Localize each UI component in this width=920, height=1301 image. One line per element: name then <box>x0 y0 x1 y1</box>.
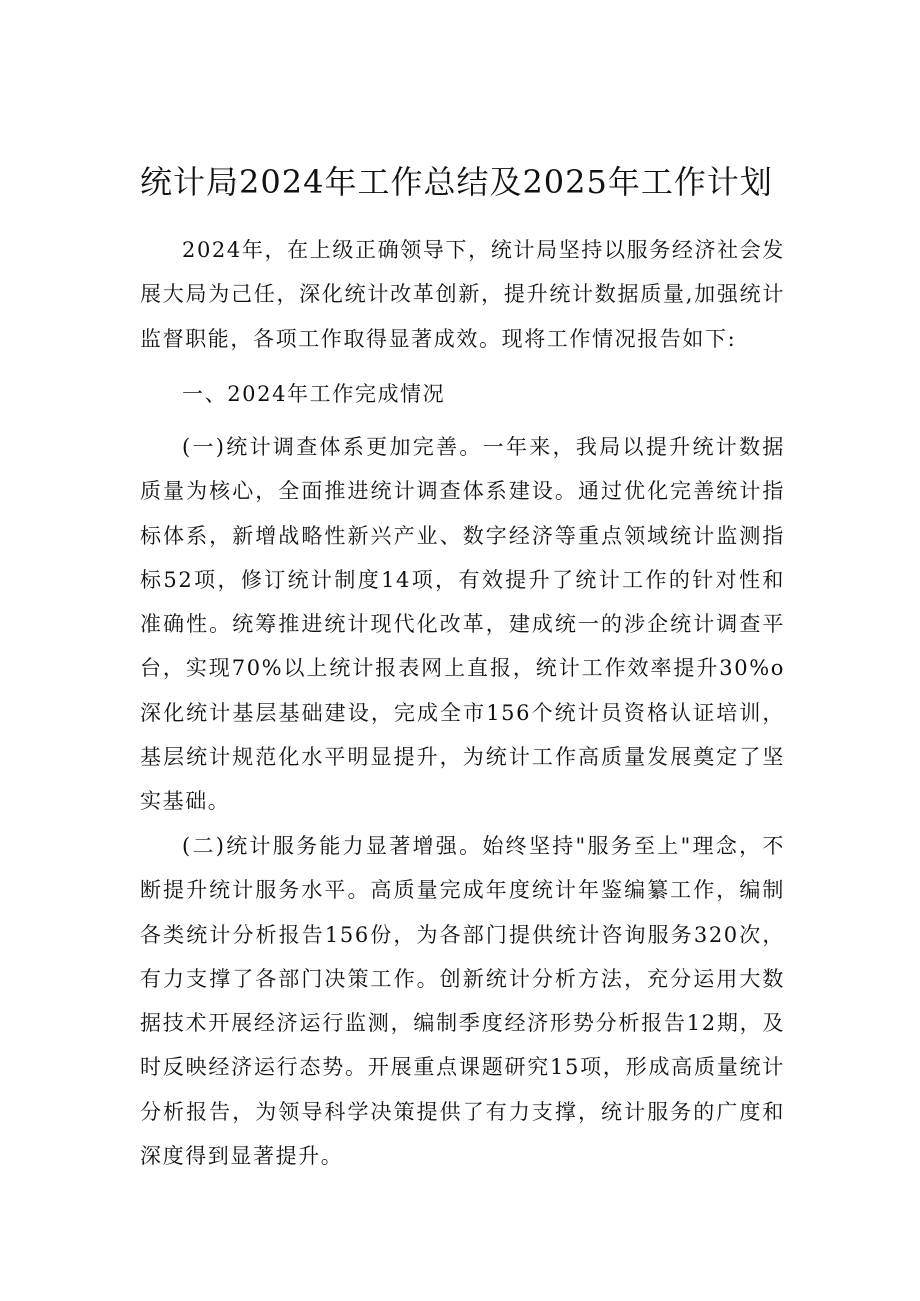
intro-paragraph: 2024年，在上级正确领导下，统计局坚持以服务经济社会发展大局为己任，深化统计改革创新，提升统计数据质量,加强统计监督职能，各项工作取得显著成效。现将工作情况报告如下: <box>140 238 785 351</box>
document-title: 统计局2024年工作总结及2025年工作计划 <box>140 163 773 201</box>
item-paragraph-survey-system: (一)统计调查体系更加完善。一年来，我局以提升统计数据质量为核心，全面推进统计调查体系建设。通过优化完善统计指标体系，新增战略性新兴产业、数字经济等重点领域统计监测指标52项，修订统计制度14项，有效提升了统计工作的针对性和准确性。统筹推进统计现代化改革，建成统一的涉企统计调查平台，实现70%以上统计报表网上直报，统计工作效率提升30%o深化统计基层基础建设，完成全市156个统计员资格认证培训，基层统计规范化水平明显提升，为统计工作高质量发展奠定了坚实基础。 <box>140 435 785 814</box>
item-paragraph-service-capacity: (二)统计服务能力显著增强。始终坚持"服务至上"理念，不断提升统计服务水平。高质量完成年度统计年鉴编纂工作，编制各类统计分析报告156份，为各部门提供统计咨询服务320次，有力支撑了各部门决策工作。创新统计分析方法，充分运用大数据技术开展经济运行监测，编制季度经济形势分析报告12期，及时反映经济运行态势。开展重点课题研究15项，形成高质量统计分析报告，为领导科学决策提供了有力支撑，统计服务的广度和深度得到显著提升。 <box>140 834 785 1169</box>
section-heading: 一、2024年工作完成情况 <box>182 382 446 406</box>
